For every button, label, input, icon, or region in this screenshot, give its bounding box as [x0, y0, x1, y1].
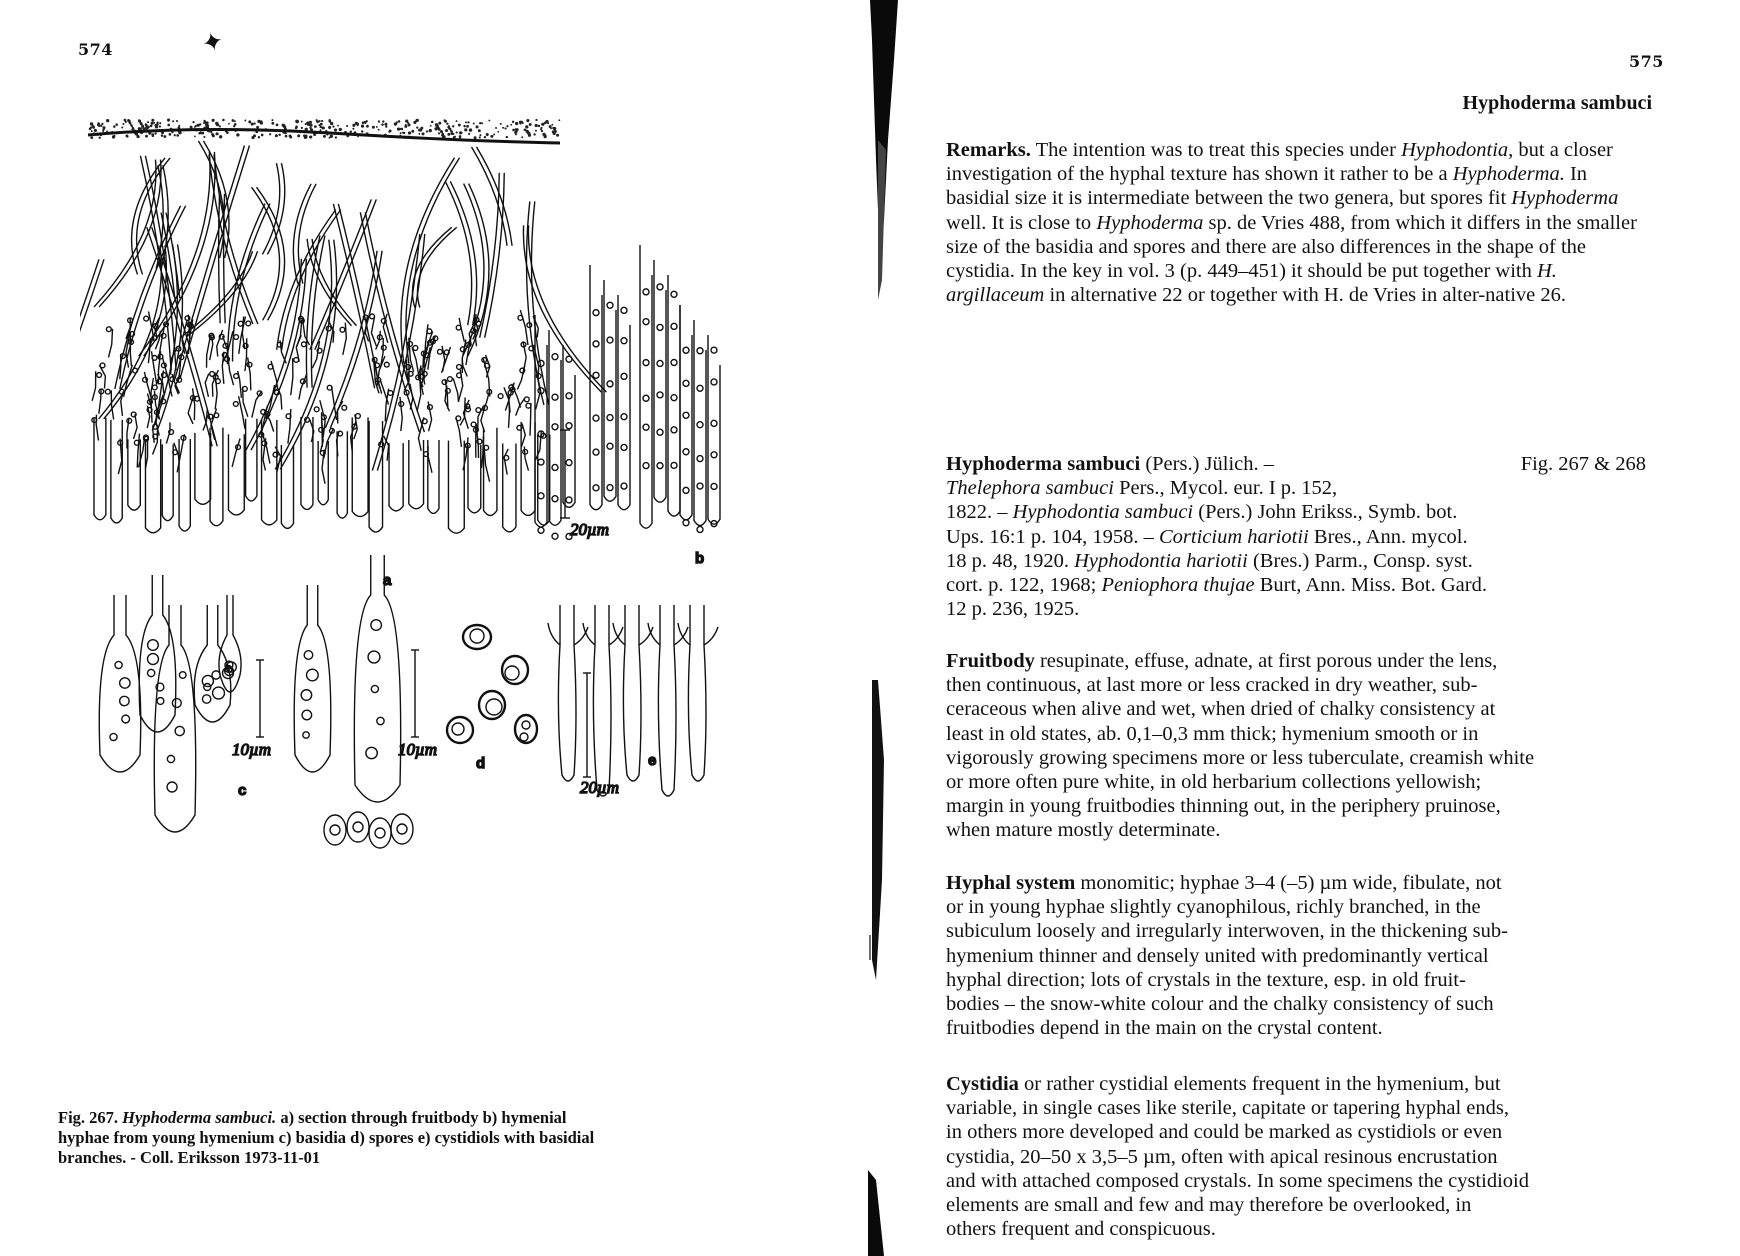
- page-number-left: 574: [78, 40, 113, 59]
- cystidia-line: others frequent and conspicuous.: [946, 1218, 1216, 1241]
- remarks-text-segment: Hyphoderma: [1096, 211, 1204, 234]
- caption-species: Hyphoderma sambuci.: [122, 1108, 277, 1127]
- panel-e-drawing: [548, 605, 718, 796]
- scale-label-a: 20µm: [570, 520, 610, 539]
- caption-line-1: a) section through fruitbody b) hymenial: [276, 1108, 567, 1127]
- hyphal-system-line: or in young hyphae slightly cyanophilous, richly branched, in the: [946, 896, 1481, 919]
- figure-reference: Fig. 267 & 268: [1520, 453, 1646, 475]
- left-page: [0, 0, 860, 1256]
- fruitbody-line: margin in young fruitbodies thinning out, in the periphery pruinose,: [946, 795, 1501, 818]
- running-head: Hyphoderma sambuci: [1462, 92, 1652, 114]
- panel-label-c: c: [238, 782, 247, 799]
- cystidia-line: in others more developed and could be marked as cystidiols or even: [946, 1121, 1503, 1144]
- fruitbody-paragraph: [946, 649, 1646, 843]
- synonym-line: [946, 525, 1646, 549]
- cystidia-line: elements are small and few and may therefore be overlooked, in: [946, 1194, 1472, 1217]
- synonym-segment: Pers., Mycol. eur. I p. 152,: [1113, 477, 1338, 500]
- fruitbody-line: or more often pure white, in old herbarium collections yellowish;: [946, 771, 1482, 794]
- remarks-text-segment: but a closer investigation of the hyphal texture has shown it rather to be a: [946, 139, 1613, 186]
- panel-b-drawing: [535, 245, 720, 539]
- synonym-segment: Thelephora sambuci: [946, 477, 1114, 500]
- ink-mark-icon: ✦: [198, 25, 228, 60]
- hyphal-system-line: hymenium thinner and densely united with predominantly vertical: [946, 944, 1489, 967]
- hyphal-system-line: bodies – the snow-white colour and the chalky consistency of such: [946, 993, 1494, 1016]
- remarks-text-segment: sp. de Vries 488, from which it differs in the smaller size of the basidia and spores and there are also differences in the shape of the cystidia. In the key in vol. 3 (p. 449–451) it should be put together with: [946, 211, 1637, 283]
- caption-fig-number: Fig. 267.: [58, 1108, 119, 1127]
- remarks-paragraph: [946, 138, 1646, 307]
- hyphal-system-paragraph: [946, 871, 1646, 1040]
- synonym-segment: Burt, Ann. Miss. Bot. Gard.: [1254, 574, 1487, 597]
- scale-label-e: 20µm: [580, 778, 620, 797]
- synonym-segment: Hyphodontia sambuci: [1012, 501, 1194, 524]
- panel-a-drawing: [80, 118, 606, 533]
- remarks-text-segment: The intention was to treat this species under: [1030, 139, 1402, 161]
- synonym-segment: Hyphodontia hariotii: [1074, 549, 1248, 572]
- remarks-text-segment: Hyphoderma: [1511, 187, 1619, 210]
- synonym-line: [946, 500, 1646, 524]
- figure-caption: [58, 1108, 738, 1168]
- synonym-line: [946, 476, 1646, 500]
- remarks-heading: Remarks.: [946, 139, 1031, 161]
- panel-c-drawing: [99, 555, 413, 848]
- hyphal-system-line: subiculum loosely and irregularly interwoven, in the thickening sub-: [946, 920, 1508, 943]
- fruitbody-line: ceraceous when alive and wet, when dried of chalky consistency at: [946, 698, 1496, 721]
- panel-label-d: d: [476, 755, 486, 772]
- fruitbody-line: vigorously growing specimens more or less tuberculate, creamish white: [946, 746, 1535, 769]
- hyphal-system-heading: Hyphal system: [946, 872, 1076, 894]
- cystidia-paragraph: [946, 1072, 1646, 1241]
- caption-line-2: hyphae from young hymenium c) basidia d) spores e) cystidiols with basidial: [58, 1128, 595, 1147]
- panel-label-e: e: [648, 752, 657, 769]
- hyphal-system-line: hyphal direction; lots of crystals in the texture, esp. in old fruit-: [946, 968, 1466, 991]
- caption-line-3: branches. - Coll. Eriksson 1973-11-01: [58, 1148, 321, 1167]
- fruitbody-line: resupinate, effuse, adnate, at first porous under the lens,: [1034, 650, 1498, 672]
- fruitbody-line: then continuous, at last more or less cracked in dry weather, sub-: [946, 674, 1478, 697]
- cystidia-line: cystidia, 20–50 x 3,5–5 µm, often with apical resinous encrustation: [946, 1145, 1498, 1168]
- synonym-segment: 18 p. 48, 1920.: [946, 549, 1075, 572]
- panel-d-drawing: [447, 625, 537, 743]
- cystidia-line: or rather cystidial elements frequent in the hymenium, but: [1018, 1073, 1501, 1095]
- remarks-text-segment: in alternative 22 or together with H. de Vries in alter-native 26.: [1044, 284, 1567, 307]
- panel-label-b: b: [695, 550, 705, 567]
- synonym-segment: Bres., Ann. mycol.: [1308, 525, 1468, 548]
- cystidia-line: variable, in single cases like sterile, capitate or tapering hyphal ends,: [946, 1097, 1509, 1120]
- synonym-segment: 1822. –: [946, 501, 1013, 524]
- species-author: (Pers.) Jülich. –: [1140, 453, 1275, 475]
- remarks-text-segment: Hyphodontia,: [1401, 139, 1514, 161]
- synonym-segment: 12 p. 236, 1925.: [946, 598, 1080, 621]
- remarks-text-segment: Hyphoderma.: [1452, 163, 1565, 186]
- scale-label-c1: 10µm: [232, 740, 272, 759]
- fruitbody-heading: Fruitbody: [946, 650, 1035, 672]
- hyphal-system-line: fruitbodies depend in the main on the crystal content.: [946, 1017, 1383, 1040]
- synonym-segment: (Pers.) John Erikss., Symb. bot.: [1193, 501, 1458, 524]
- page-number-right: 575: [1629, 52, 1664, 71]
- scale-label-c2: 10µm: [398, 740, 438, 759]
- remarks-text-segment: H. argillaceum: [946, 260, 1557, 307]
- synonym-segment: Peniophora thujae: [1101, 574, 1255, 597]
- synonym-segment: (Bres.) Parm., Consp. syst.: [1247, 549, 1473, 572]
- remarks-text-segment: well. It is close to: [946, 211, 1097, 234]
- cystidia-line: and with attached composed crystals. In some specimens the cystidioid: [946, 1169, 1529, 1192]
- synonym-line: [946, 597, 1646, 621]
- remarks-text-segment: In basidial size it is intermediate between the two genera, but spores fit: [946, 163, 1588, 210]
- synonym-line: [946, 549, 1646, 573]
- species-title: Hyphoderma sambuci: [946, 453, 1141, 475]
- figure-267-illustration: [80, 115, 770, 915]
- synonym-segment: Ups. 16:1 p. 104, 1958. –: [946, 525, 1159, 548]
- cystidia-heading: Cystidia: [946, 1073, 1019, 1095]
- synonym-segment: Corticium hariotii: [1158, 525, 1309, 548]
- synonym-segment: cort. p. 122, 1968;: [946, 574, 1102, 597]
- hyphal-system-line: monomitic; hyphae 3–4 (–5) µm wide, fibulate, not: [1075, 872, 1502, 894]
- fruitbody-line: when mature mostly determinate.: [946, 819, 1221, 842]
- panel-label-a: a: [383, 572, 392, 589]
- fruitbody-line: least in old states, ab. 0,1–0,3 mm thick; hymenium smooth or in: [946, 722, 1479, 745]
- synonym-line: [946, 573, 1646, 597]
- nomenclature-block: [946, 452, 1646, 621]
